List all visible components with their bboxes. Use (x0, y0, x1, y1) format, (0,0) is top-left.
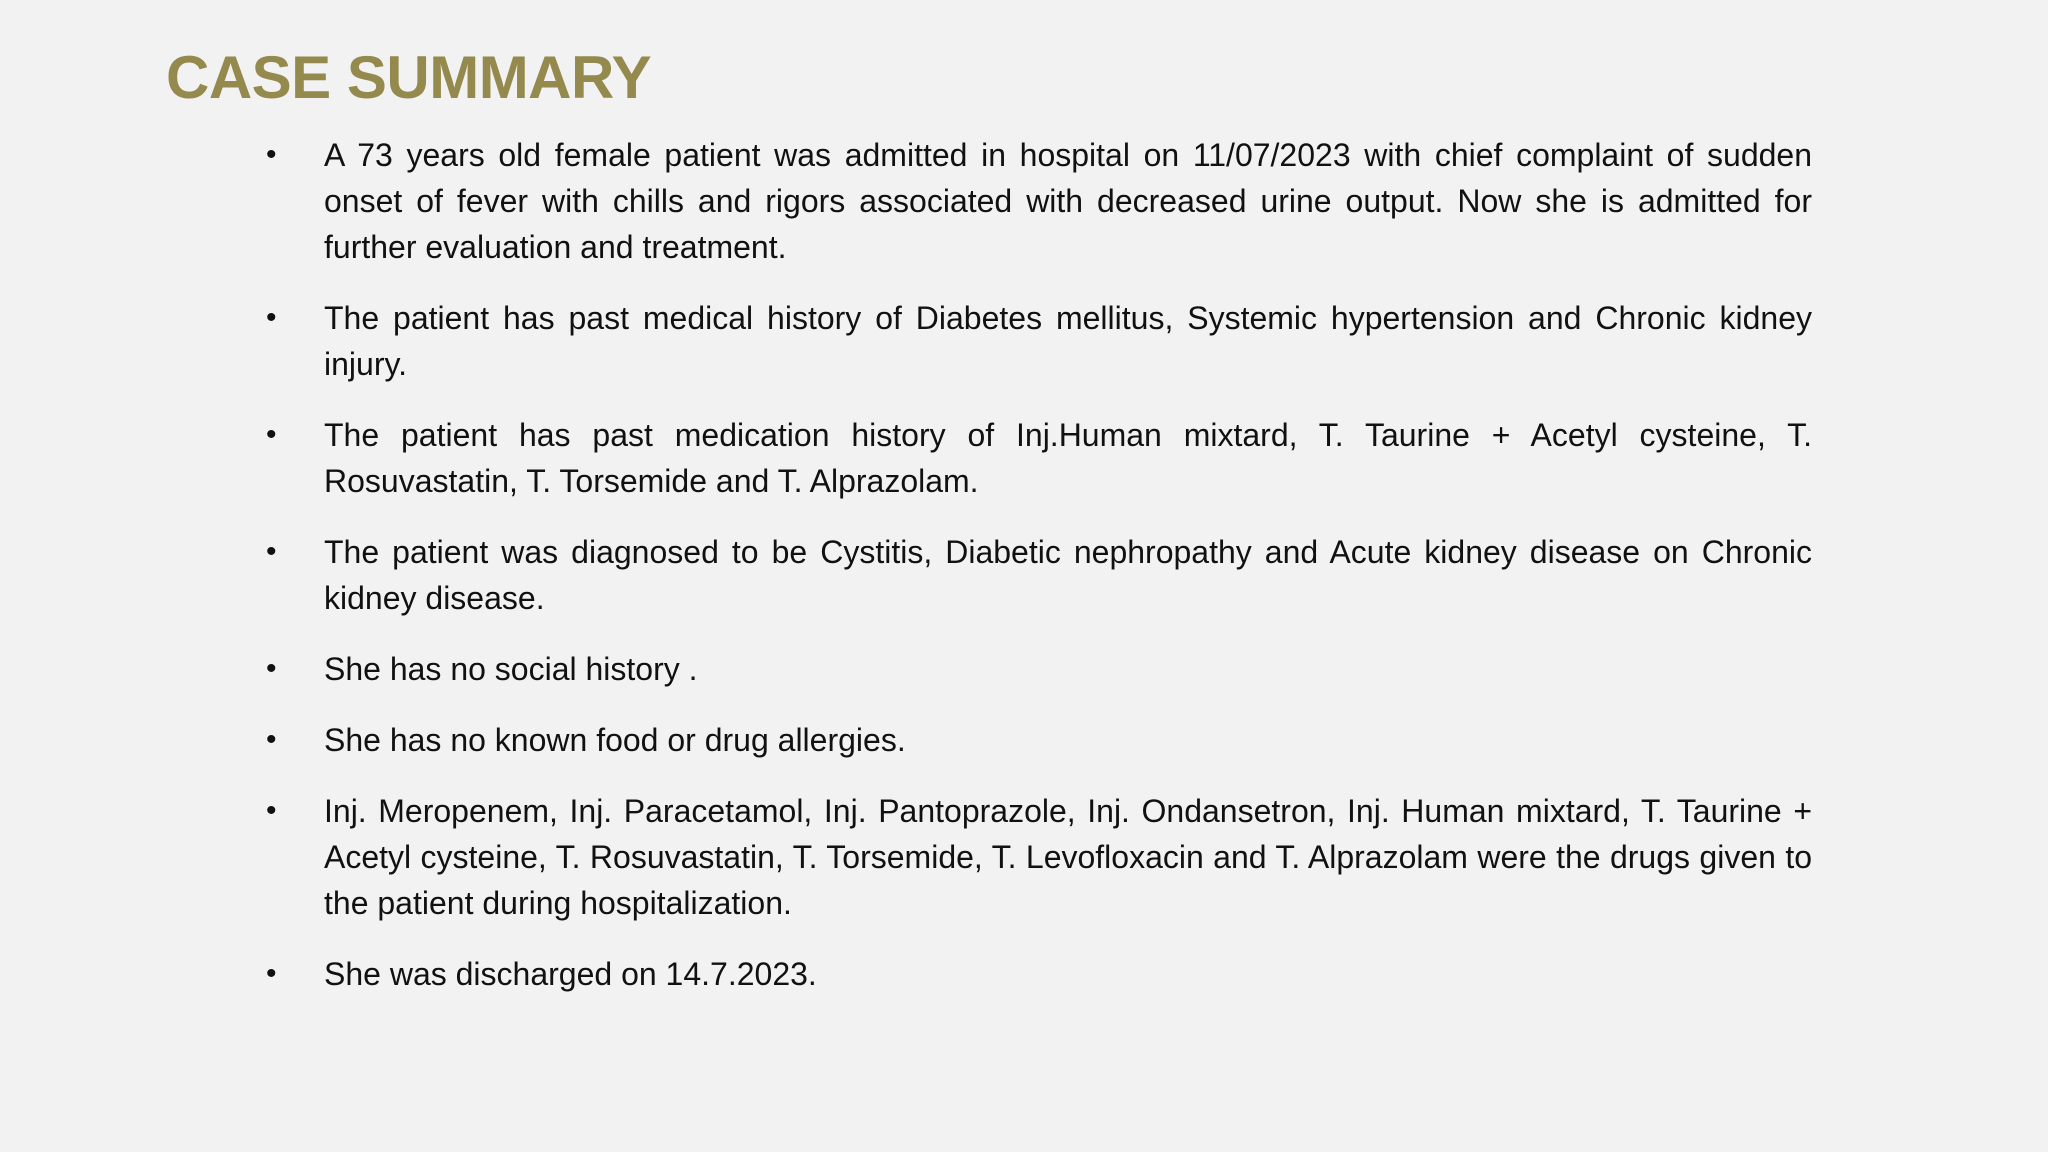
bullet-item (266, 295, 1812, 387)
bullet-icon: • (266, 418, 277, 451)
bullet-icon: • (266, 723, 277, 756)
bullet-text: Inj. Meropenem, Inj. Paracetamol, Inj. Pantoprazole, Inj. Ondansetron, Inj. Human mixtard, T. Taurine + Acetyl cysteine, T. Rosuvastatin, T. Torsemide, T. Levofloxacin and T. Alprazolam were the drugs given to the patient during hospitalization. (324, 793, 1812, 921)
bullet-text: She was discharged on 14.7.2023. (324, 956, 817, 992)
bullet-icon: • (266, 535, 277, 568)
bullet-item (266, 788, 1812, 926)
bullet-text: She has no social history . (324, 651, 698, 687)
bullet-list (266, 132, 1812, 1022)
bullet-text: The patient has past medication history of Inj.Human mixtard, T. Taurine + Acetyl cysteine, T. Rosuvastatin, T. Torsemide and T. Alprazolam. (324, 417, 1812, 499)
bullet-icon: • (266, 138, 277, 171)
bullet-item (266, 951, 1812, 997)
bullet-item (266, 646, 1812, 692)
bullet-icon: • (266, 794, 277, 827)
bullet-icon: • (266, 301, 277, 334)
bullet-text: The patient has past medical history of Diabetes mellitus, Systemic hypertension and Chronic kidney injury. (324, 300, 1812, 382)
bullet-item (266, 717, 1812, 763)
slide-title: CASE SUMMARY (166, 44, 652, 111)
bullet-text: A 73 years old female patient was admitted in hospital on 11/07/2023 with chief complaint of sudden onset of fever with chills and rigors associated with decreased urine output. Now she is admitted for further evaluation and treatment. (324, 137, 1812, 265)
bullet-item (266, 132, 1812, 270)
bullet-text: She has no known food or drug allergies. (324, 722, 906, 758)
bullet-text: The patient was diagnosed to be Cystitis, Diabetic nephropathy and Acute kidney disease on Chronic kidney disease. (324, 534, 1812, 616)
bullet-item (266, 412, 1812, 504)
bullet-icon: • (266, 652, 277, 685)
bullet-item (266, 529, 1812, 621)
bullet-icon: • (266, 957, 277, 990)
